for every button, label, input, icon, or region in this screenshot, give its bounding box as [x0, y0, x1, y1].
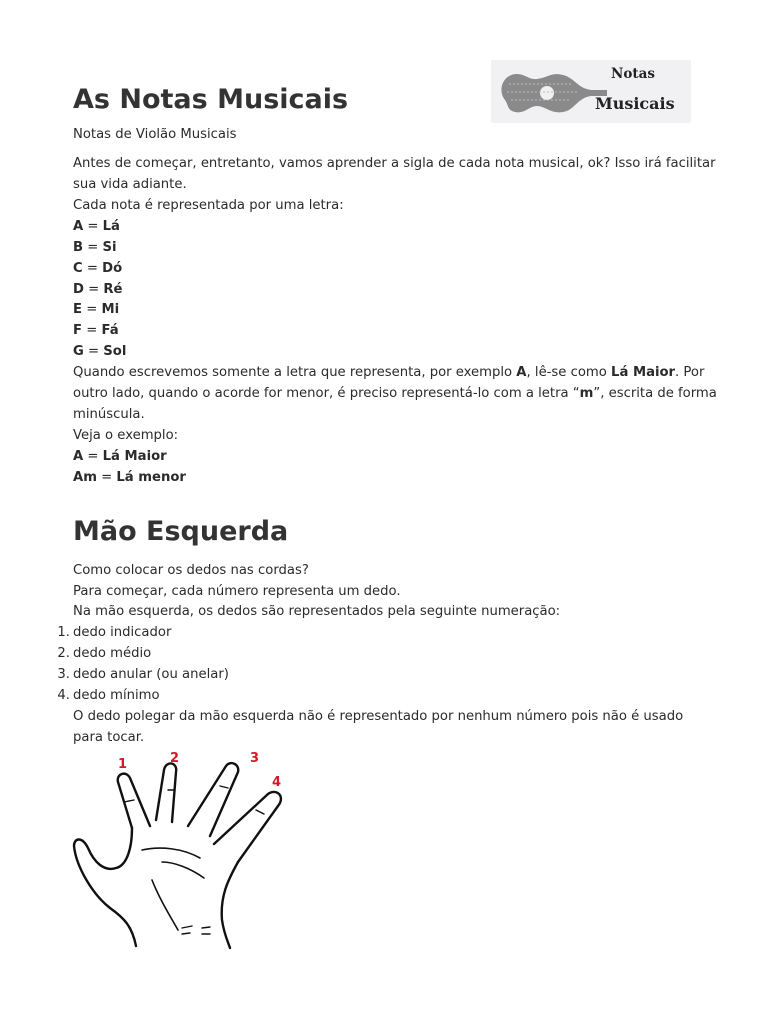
logo-text-musicais: Musicais: [595, 94, 675, 113]
paragraph-line: Como colocar os dedos nas cordas?: [73, 563, 309, 578]
paragraph-line: O dedo polegar da mão esquerda não é representado por nenhum número pois não é usado: [73, 709, 684, 724]
represent-text: Cada nota é representada por uma letra:: [73, 198, 344, 213]
intro-line: sua vida adiante.: [73, 177, 187, 192]
example-item: Am = Lá menor: [73, 470, 186, 485]
finger-label-2: 2: [170, 751, 180, 766]
notas-musicais-logo: [491, 60, 691, 123]
list-item: 2. dedo médio: [57, 646, 152, 661]
note-item: B = Si: [73, 240, 117, 255]
paragraph-line: Na mão esquerda, os dedos são representados pela seguinte numeração:: [73, 604, 561, 619]
paragraph-line: minúscula.: [73, 407, 145, 422]
paragraph-line: outro lado, quando o acorde for menor, é preciso representá-lo com a letra “m”, escrita de forma: [73, 386, 717, 401]
example-item: A = Lá Maior: [73, 449, 167, 464]
list-item: 4. dedo mínimo: [57, 688, 160, 703]
list-item: 3. dedo anular (ou anelar): [57, 667, 229, 682]
page-title: As Notas Musicais: [73, 84, 349, 115]
finger-label-1: 1: [118, 757, 128, 772]
note-item: A = Lá: [73, 219, 120, 234]
note-item: E = Mi: [73, 302, 120, 317]
note-item: C = Dó: [73, 261, 123, 276]
note-item: D = Ré: [73, 282, 123, 297]
example-intro: Veja o exemplo:: [73, 428, 179, 443]
list-item: 1. dedo indicador: [57, 625, 172, 640]
subtitle: Notas de Violão Musicais: [73, 127, 237, 142]
finger-label-4: 4: [272, 775, 282, 790]
section-title: Mão Esquerda: [73, 516, 289, 547]
paragraph-line: para tocar.: [73, 730, 145, 745]
paragraph-line: Quando escrevemos somente a letra que representa, por exemplo A, lê-se como Lá Maior. Por: [73, 365, 705, 380]
logo-text-notas: Notas: [611, 66, 655, 82]
paragraph-line: Para começar, cada número representa um dedo.: [73, 584, 401, 599]
finger-label-3: 3: [250, 751, 260, 766]
left-hand-illustration: [70, 750, 295, 950]
note-item: G = Sol: [73, 344, 127, 359]
guitar-icon: [491, 60, 691, 123]
note-item: F = Fá: [73, 323, 119, 338]
intro-line: Antes de começar, entretanto, vamos aprender a sigla de cada nota musical, ok? Isso irá facilitar: [73, 156, 716, 171]
